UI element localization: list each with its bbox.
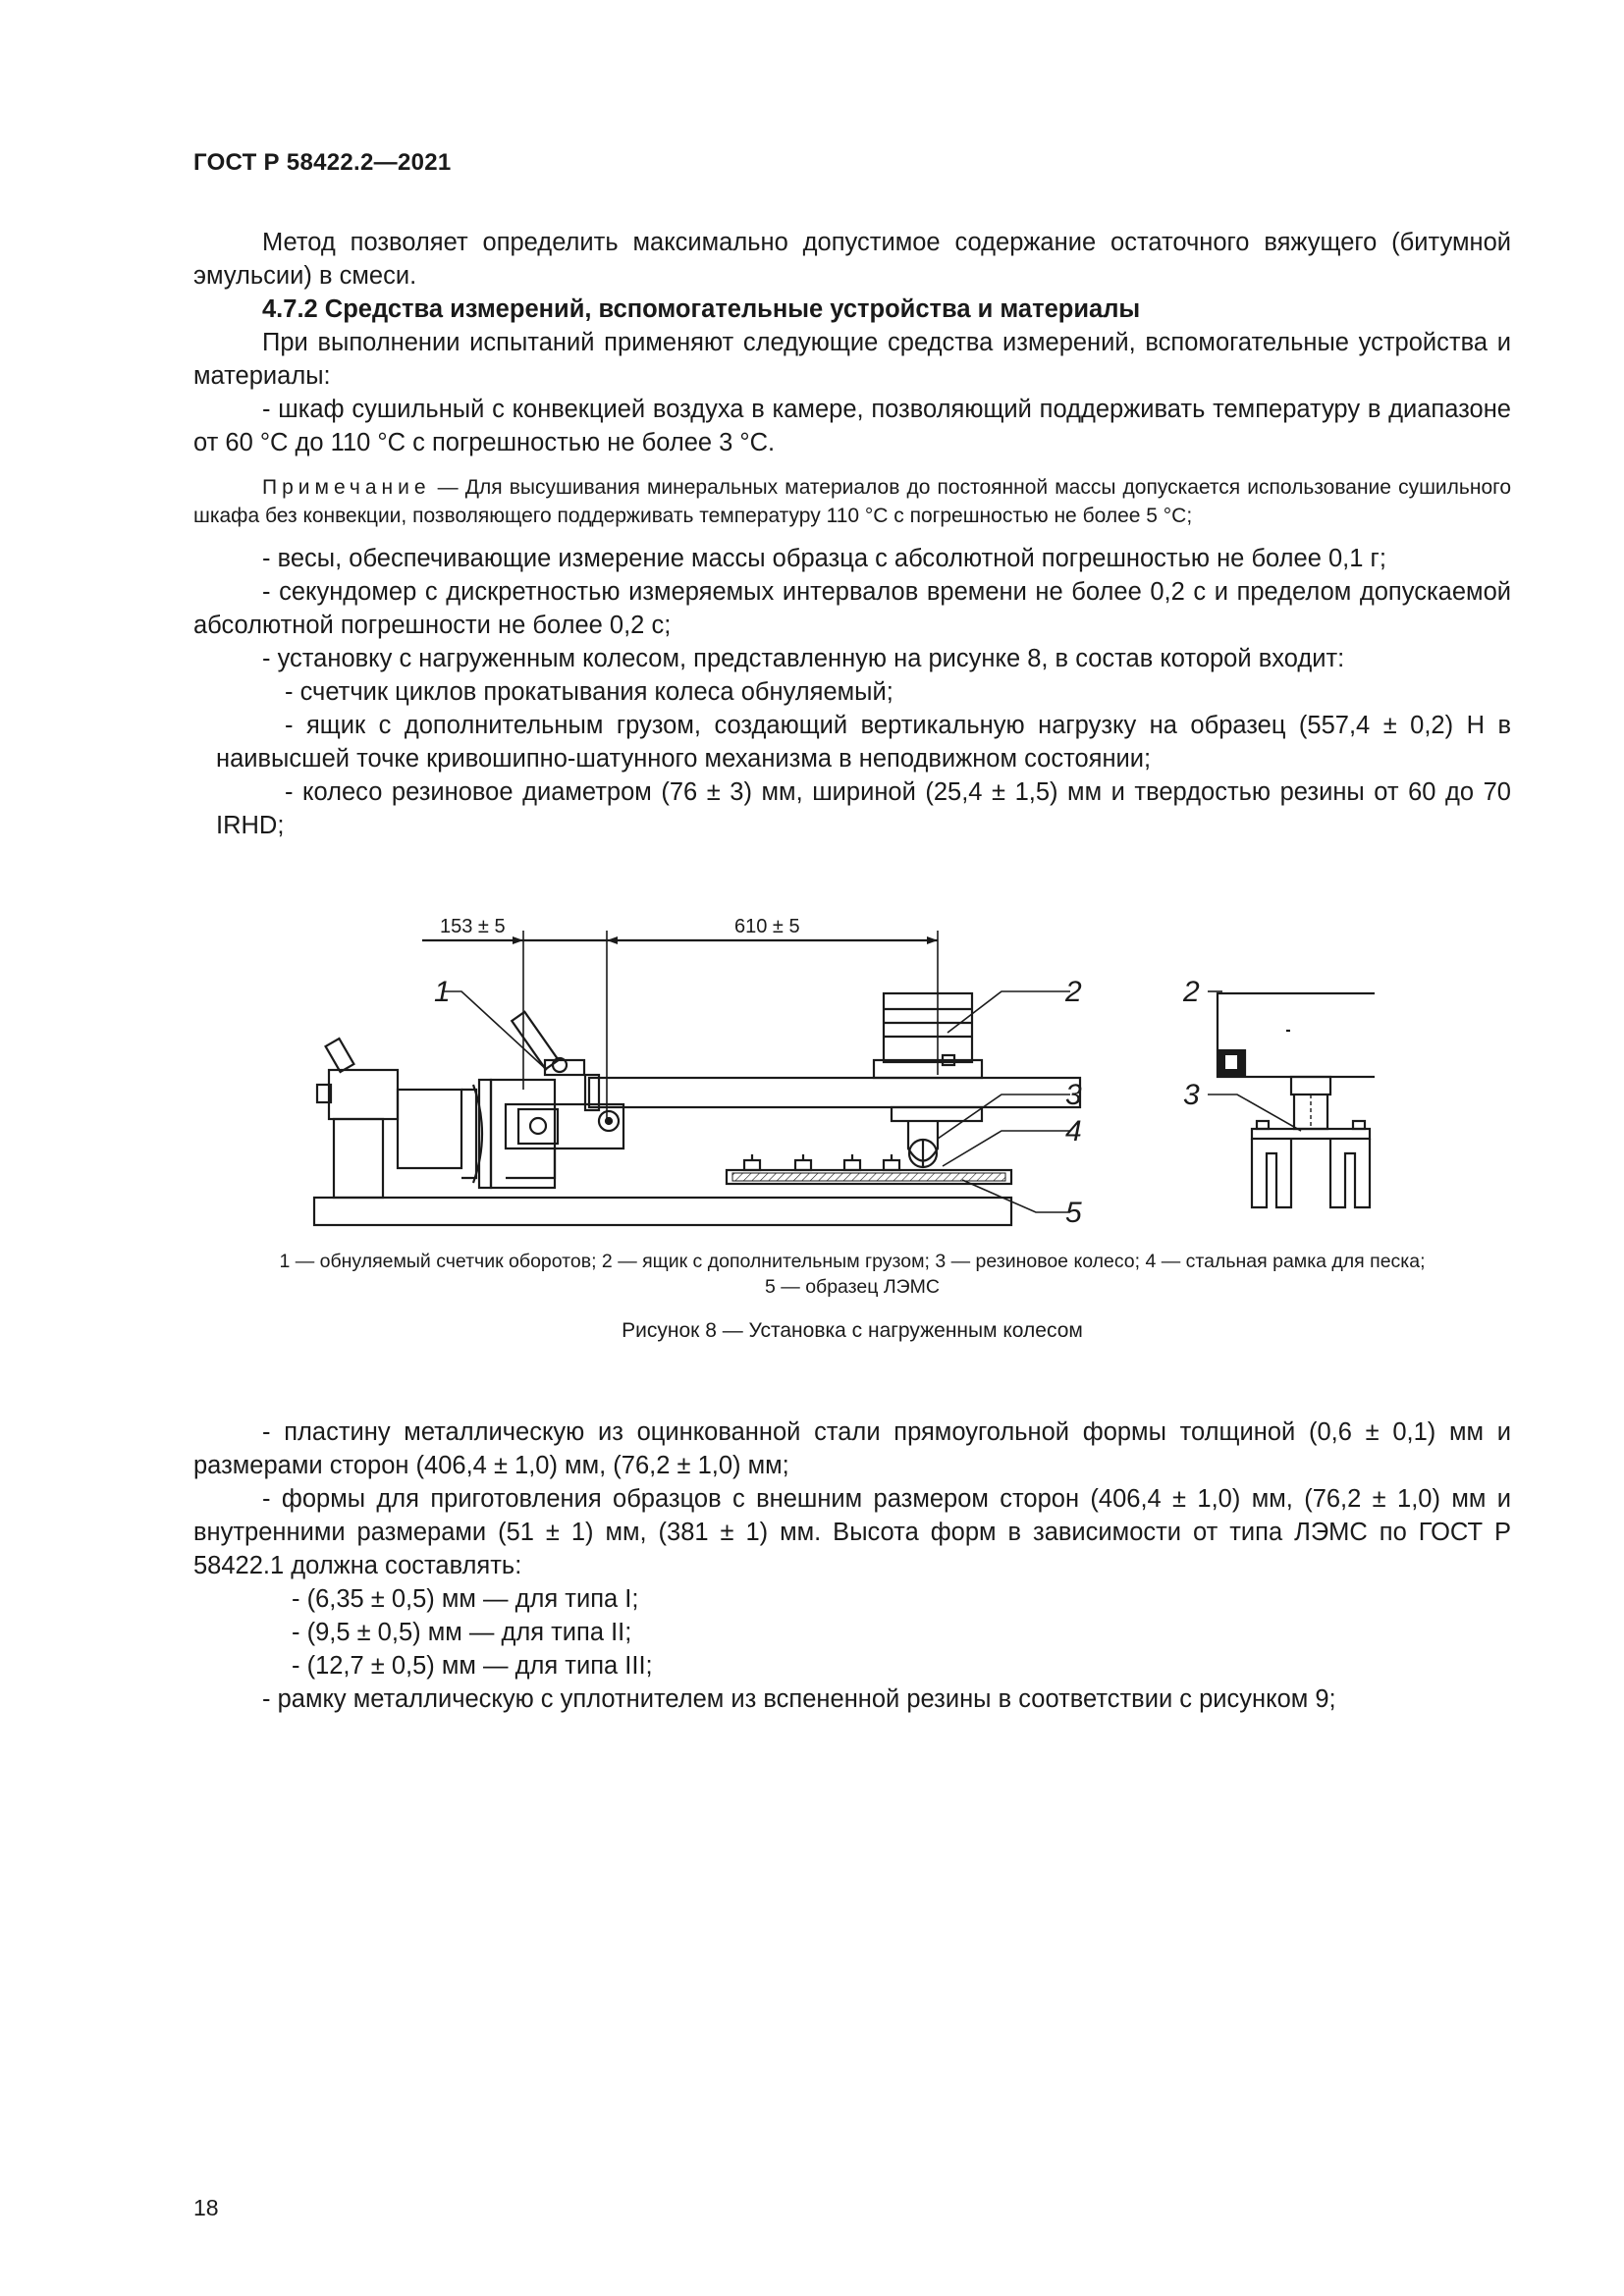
list-item-rig: - установку с нагруженным колесом, представленную на рисунке 8, в состав которой входит: [262,645,1345,672]
label-1: 1 [434,976,451,1008]
list-item-oven: - шкаф сушильный с конвекцией воздуха в камере, позволяющий поддерживать температуру в диапазоне от 60 °С до 110 °С с погрешностью не более 3 °С. [193,396,1511,456]
label-3: 3 [1065,1079,1082,1111]
figure-8-drawing [295,913,1375,1237]
dim-left-label: 153 ± 5 [440,916,506,937]
list-item-scales: - весы, обеспечивающие измерение массы образца с абсолютной погрешностью не более 0,1 г; [262,545,1386,572]
intro-paragraph: Метод позволяет определить максимально допустимое содержание остаточного вяжущего (битумной эмульсии) в смеси. [193,229,1511,290]
label-2: 2 [1065,976,1082,1008]
label-4: 4 [1065,1115,1082,1148]
label-5: 5 [1065,1197,1082,1229]
section-heading: 4.7.2 Средства измерений, вспомогательные устройства и материалы [262,295,1141,323]
weight-box [884,993,972,1062]
dim-right-label: 610 ± 5 [734,916,800,937]
body-text-top [193,226,1511,842]
figure-caption: Рисунок 8 — Установка с нагруженным колесом [622,1319,1083,1342]
note-text: — Для высушивания минеральных материалов до постоянной массы допускается использование сушильного шкафа без конвекции, позволяющего поддерживать температуру 110 °С с погрешностью не более 5 °С; [193,476,1511,527]
frame-bolts [744,1154,899,1170]
note-label: Примечание [262,476,431,499]
side-label-2: 2 [1183,976,1200,1008]
body-text-bottom [193,1415,1511,1716]
list-item-frame: - рамку металлическую с уплотнителем из вспененной резины в соответствии с рисунком 9; [262,1685,1336,1713]
type-1: - (6,35 ± 0,5) мм — для типа I; [292,1585,639,1613]
page-number: 18 [193,2195,219,2220]
motor-housing [329,1070,398,1119]
type-2: - (9,5 ± 0,5) мм — для типа II; [292,1619,632,1646]
sub-item-box: - ящик с дополнительным грузом, создающий вертикальную нагрузку на образец (557,4 ± 0,2) Н в наивысшей точке кривошипно-шатунного механизма в неподвижном состоянии; [216,712,1511,773]
type-3: - (12,7 ± 0,5) мм — для типа III; [292,1652,653,1680]
legend-line-2: 5 — образец ЛЭМС [765,1276,940,1298]
list-item-molds: - формы для приготовления образцов с внешним размером сторон (406,4 ± 1,0) мм, (76,2 ± 1,0) мм и внутренними размерами (51 ± 1) мм, (381 ± 1) мм. Высота форм в зависимости от типа ЛЭМС по ГОСТ Р 58422.1 должна составлять: [193,1485,1511,1579]
note [193,473,1511,530]
sub-item-counter: - счетчик циклов прокатывания колеса обнуляемый; [285,678,893,706]
loading-arm [589,1078,1080,1107]
para-intro: При выполнении испытаний применяют следующие средства измерений, вспомогательные устройства и материалы: [193,329,1511,390]
figure-legend [193,1249,1511,1300]
document-header: ГОСТ Р 58422.2—2021 [193,149,452,176]
sub-item-wheel: - колесо резиновое диаметром (76 ± 3) мм, шириной (25,4 ± 1,5) мм и твердостью резины от 60 до 70 IRHD; [216,778,1511,839]
list-item-plate: - пластину металлическую из оцинкованной стали прямоугольной формы толщиной (0,6 ± 0,1) мм и размерами сторон (406,4 ± 1,0) мм, (76,2 ± 1,0) мм; [193,1418,1511,1479]
legend-line-1: 1 — обнуляемый счетчик оборотов; 2 — ящик с дополнительным грузом; 3 — резиновое колесо; 4 — стальная рамка для песка; [279,1251,1426,1272]
base-plate [314,1198,1011,1225]
side-label-3: 3 [1183,1079,1200,1111]
list-item-stopwatch: - секундомер с дискретностью измеряемых интервалов времени не более 0,2 с и пределом допускаемой абсолютной погрешности не более 0,2 с; [193,578,1511,639]
